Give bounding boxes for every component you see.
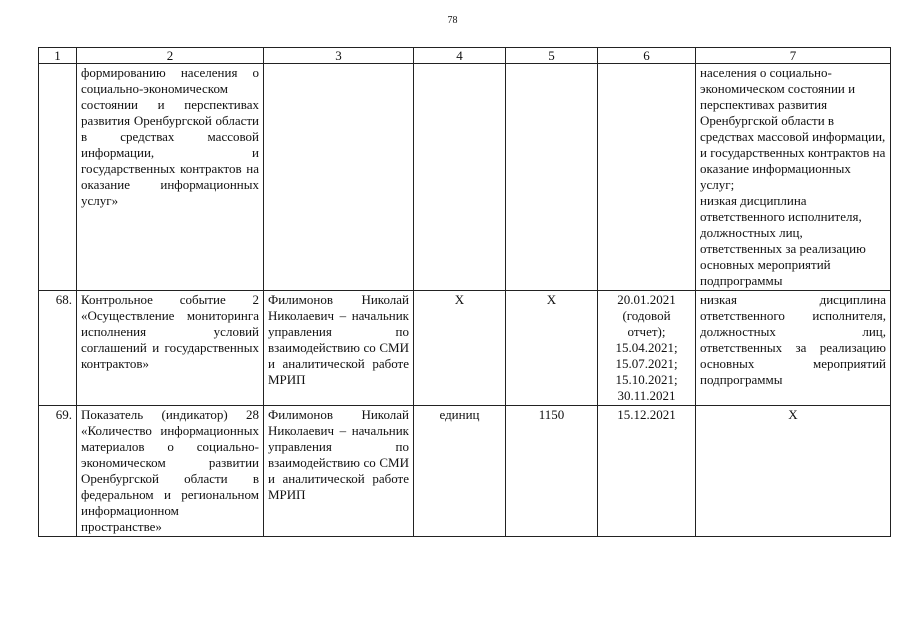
description-cell: формированию населения о социально-экономическом состоянии и перспективах развития Оренбургской области в средствах массовой информации, и государственных контрактов на оказание информационных услуг»	[77, 64, 264, 291]
responsible-cell	[264, 64, 414, 291]
plan-table	[38, 47, 891, 537]
column-header: 5	[506, 48, 598, 64]
description-cell: Показатель (индикатор) 28 «Количество информационных материалов о социально-экономическом развитии Оренбургской области в федеральном и региональном информационном пространстве»	[77, 406, 264, 537]
responsible-cell: Филимонов Николай Николаевич – начальник управления по взаимодействию со СМИ и аналитической работе МРИП	[264, 406, 414, 537]
value-cell: Х	[506, 291, 598, 406]
row-number	[39, 64, 77, 291]
table-row	[39, 406, 891, 537]
header-row	[39, 48, 891, 64]
column-header: 6	[598, 48, 696, 64]
table-row	[39, 291, 891, 406]
value-cell: 1150	[506, 406, 598, 537]
deadline-cell	[598, 64, 696, 291]
value-cell	[506, 64, 598, 291]
table-row	[39, 64, 891, 291]
risks-cell: населения о социально-экономическом состоянии и перспективах развития Оренбургской области в средствах массовой информации, и государственных контрактов на оказание информационных услуг; низкая дисциплина ответственного исполнителя, должностных лиц, ответственных за реализацию основных мероприятий подпрограммы	[696, 64, 891, 291]
risks-cell: Х	[696, 406, 891, 537]
unit-cell: Х	[414, 291, 506, 406]
deadline-cell: 20.01.2021 (годовой отчет); 15.04.2021; 15.07.2021; 15.10.2021; 30.11.2021	[598, 291, 696, 406]
column-header: 2	[77, 48, 264, 64]
page-number: 78	[447, 15, 458, 26]
deadline-cell: 15.12.2021	[598, 406, 696, 537]
unit-cell	[414, 64, 506, 291]
column-header: 3	[264, 48, 414, 64]
column-header: 1	[39, 48, 77, 64]
unit-cell: единиц	[414, 406, 506, 537]
column-header: 7	[696, 48, 891, 64]
row-number: 69.	[39, 406, 77, 537]
description-cell: Контрольное событие 2 «Осуществление мониторинга исполнения условий соглашений и государственных контрактов»	[77, 291, 264, 406]
risks-cell: низкая дисциплина ответственного исполнителя, должностных лиц, ответственных за реализацию основных мероприятий подпрограммы	[696, 291, 891, 406]
row-number: 68.	[39, 291, 77, 406]
responsible-cell: Филимонов Николай Николаевич – начальник управления по взаимодействию со СМИ и аналитической работе МРИП	[264, 291, 414, 406]
column-header: 4	[414, 48, 506, 64]
